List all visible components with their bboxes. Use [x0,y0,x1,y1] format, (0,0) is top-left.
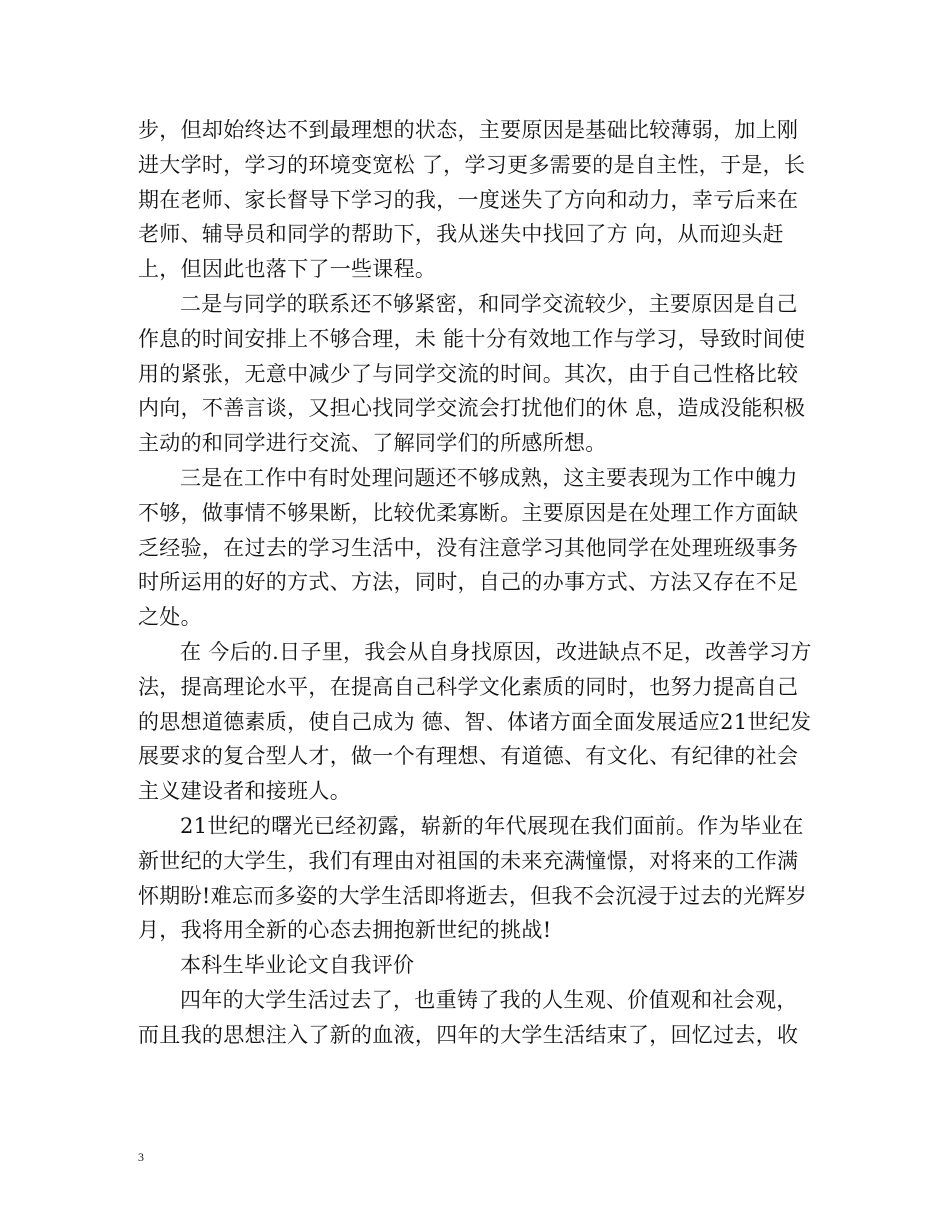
paragraph: 三是在工作中有时处理问题还不够成熟，这主要表现为工作中魄力不够，做事情不够果断，比较优柔寡断。主要原因是在处理工作方面缺乏经验，在过去的学习生活中，没有注意学习其他同学在处理班级事务时所运用的好的方式、方法，同时，自己的办事方式、方法又存在不足之处。 [138,465,799,630]
paragraph: 四年的大学生活过去了，也重铸了我的人生观、价值观和社会观，而且我的思想注入了新的血液，四年的大学生活结束了，回忆过去，收 [138,987,799,1047]
paragraph: 在 今后的.日子里，我会从自身找原因，改进缺点不足，改善学习方法，提高理论水平，在提高自己科学文化素质的同时，也努力提高自己的思想道德素质，使自己成为 德、智、体诸方面全面发展适应21世纪发展要求的复合型人才，做一个有理想、有道德、有文化、有纪律的社会主义建设者和接班人。 [138,639,812,804]
section-heading: 本科生毕业论文自我评价 [180,953,415,978]
paragraph: 步，但却始终达不到最理想的状态，主要原因是基础比较薄弱，加上刚进大学时，学习的环境变宽松 了，学习更多需要的是自主性，于是，长期在老师、家长督导下学习的我，一度迷失了方向和动力，幸亏后来在老师、辅导员和同学的帮助下，我从迷失中找回了方 向，从而迎头赶上，但因此也落下了一些课程。 [138,118,806,282]
paragraph: 二是与同学的联系还不够紧密，和同学交流较少，主要原因是自己作息的时间安排上不够合理，未 能十分有效地工作与学习，导致时间使用的紧张，无意中减少了与同学交流的时间。其次，由于自己性格比较内向，不善言谈，又担心找同学交流会打扰他们的休 息，造成没能积极主动的和同学进行交流、了解同学们的所感所想。 [138,291,806,456]
document-body [138,113,818,1053]
page-number: 3 [138,1150,144,1164]
paragraph: 21世纪的曙光已经初露，崭新的年代展现在我们面前。作为毕业在新世纪的大学生，我们有理由对祖国的未来充满憧憬，对将来的工作满怀期盼!难忘而多姿的大学生活即将逝去，但我不会沉浸于过去的光辉岁月，我将用全新的心态去拥抱新世纪的挑战! [138,813,808,943]
